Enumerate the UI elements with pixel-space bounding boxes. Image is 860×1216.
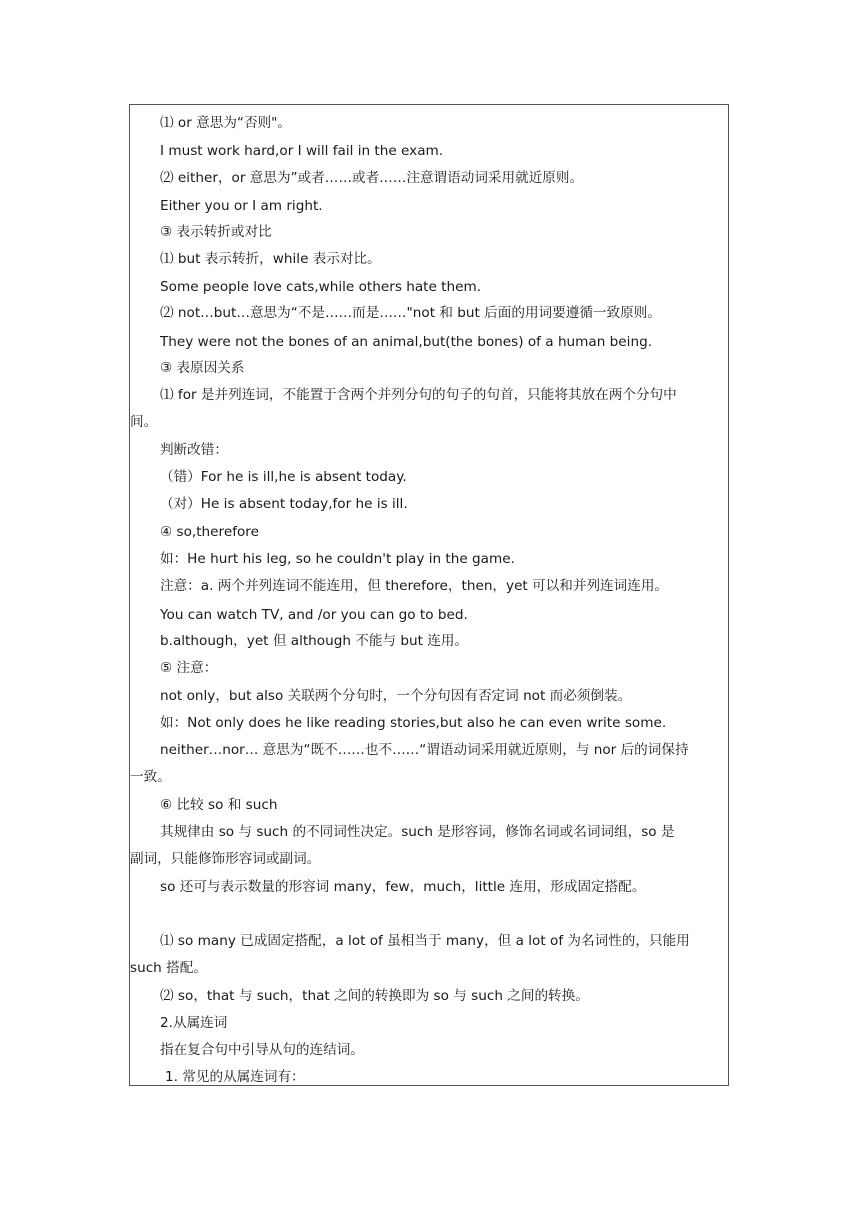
text-line: ⑥ 比较 so 和 such	[160, 797, 278, 813]
text-line: 指在复合句中引导从句的连结词。	[160, 1042, 364, 1058]
text-line: 其规律由 so 与 such 的不同词性决定。such 是形容词，修饰名词或名词词组，so 是	[160, 824, 675, 840]
text-line: ⑴ or 意思为“否则"。	[160, 115, 291, 131]
text-line: ③ 表原因关系	[160, 360, 245, 376]
text-line: 间。	[130, 414, 158, 430]
text-line: not only，but also 关联两个分句时，一个分句因有否定词 not 而必须倒装。	[160, 688, 632, 704]
text-line: 注意：a. 两个并列连词不能连用，但 therefore，then，yet 可以和并列连词连用。	[160, 578, 669, 594]
text-line: 2.从属连词	[160, 1015, 228, 1031]
text-line: b.although，yet 但 although 不能与 but 连用。	[160, 633, 469, 649]
text-line: such 搭配。	[130, 960, 207, 976]
text-line: 如：Not only does he like reading stories,but also he can even write some.	[160, 715, 667, 731]
text-line: ⑴ for 是并列连词，不能置于含两个并列分句的句子的句首，只能将其放在两个分句中	[160, 387, 677, 403]
text-line: You can watch TV, and /or you can go to bed.	[160, 607, 468, 623]
text-line: ⑴ so many 已成固定搭配，a lot of 虽相当于 many，但 a lot of 为名词性的，只能用	[160, 933, 690, 949]
text-line: 如：He hurt his leg, so he couldn't play in the game.	[160, 551, 515, 567]
text-line: Either you or I am right.	[160, 198, 323, 214]
text-line: ⑴ but 表示转折，while 表示对比。	[160, 251, 381, 267]
text-line: 判断改错：	[160, 442, 228, 458]
text-line: ⑤ 注意：	[160, 660, 218, 676]
text-line: （错）For he is ill,he is absent today.	[160, 469, 407, 485]
text-line: ③ 表示转折或对比	[160, 224, 272, 240]
text-line: ④ so,therefore	[160, 524, 259, 540]
text-line: They were not the bones of an animal,but(the bones) of a human being.	[160, 334, 653, 350]
text-line: neither…nor… 意思为“既不……也不……“谓语动词采用就近原则，与 nor 后的词保持	[160, 742, 689, 758]
text-line: （对）He is absent today,for he is ill.	[160, 496, 408, 512]
text-line: 副词，只能修饰形容词或副词。	[130, 851, 321, 867]
document-table-cell	[129, 104, 729, 1086]
text-line: I must work hard,or I will fail in the exam.	[160, 143, 444, 159]
text-line: ⑵ not…but…意思为“不是……而是……"not 和 but 后面的用词要遵循一致原则。	[160, 305, 661, 321]
text-line: ⑵ either，or 意思为”或者……或者……注意谓语动词采用就近原则。	[160, 170, 584, 186]
text-line: so 还可与表示数量的形容词 many，few，much，little 连用，形成固定搭配。	[160, 879, 646, 895]
text-line: 1. 常见的从属连词有：	[165, 1069, 305, 1085]
text-line: 一致。	[130, 769, 171, 785]
text-line: Some people love cats,while others hate them.	[160, 279, 482, 295]
text-line: ⑵ so，that 与 such，that 之间的转换即为 so 与 such 之间的转换。	[160, 988, 589, 1004]
